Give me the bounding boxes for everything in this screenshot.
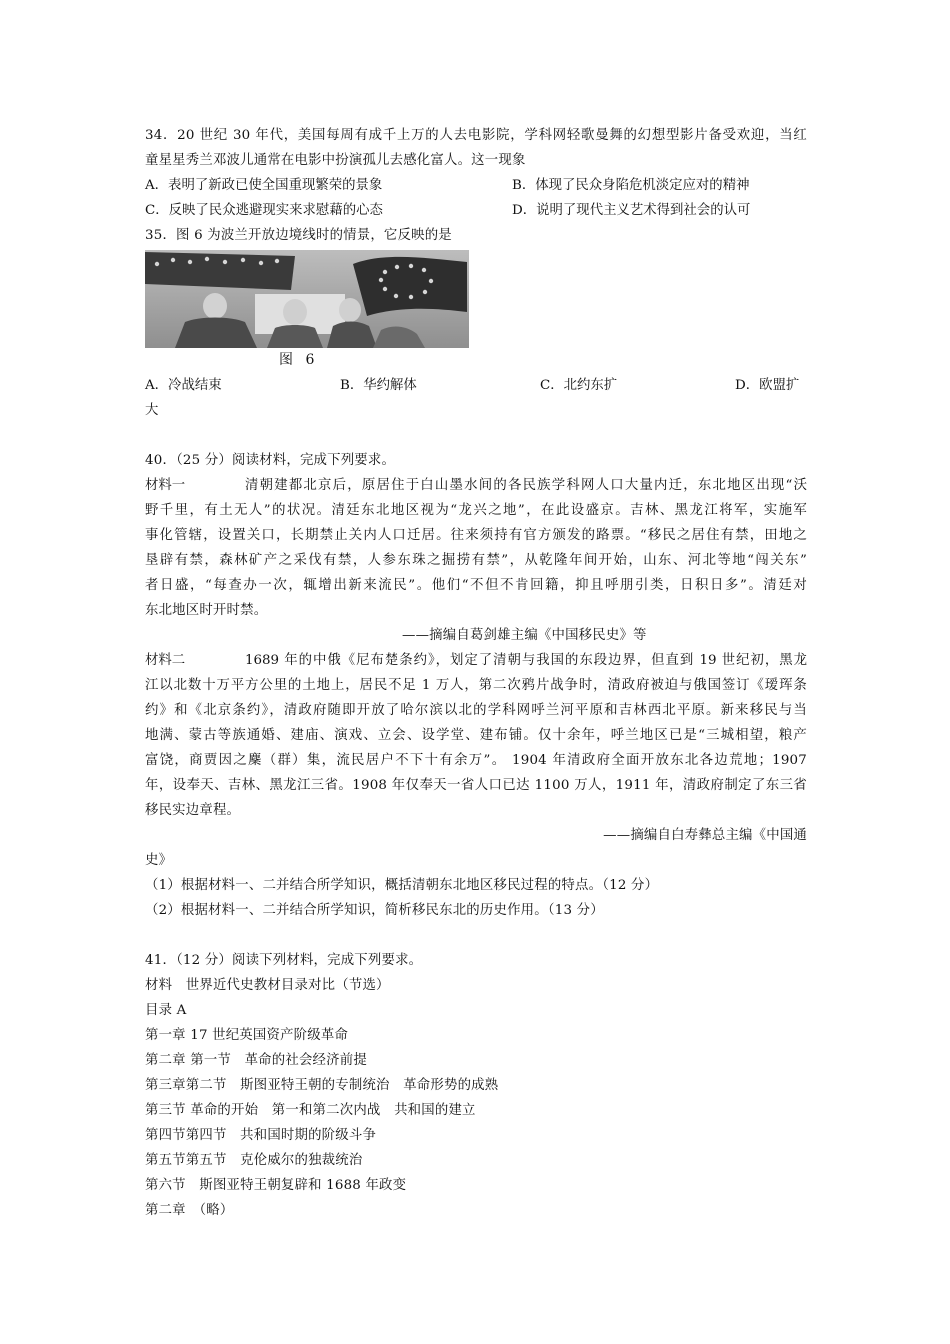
q40-material-2-line-1 <box>145 652 807 670</box>
figure-6-photo <box>145 250 469 348</box>
figure-6-caption: 图 6 <box>279 352 319 368</box>
q41-title: 41．（12 分）阅读下列材料，完成下列要求。 <box>145 953 423 968</box>
q40-material-2-label: 材料二 <box>145 653 186 668</box>
q41-toc-title: 目录 A <box>145 1003 187 1018</box>
q40-material-1-text-5: 者日盛，“每查办一次，辄增出新来流民”。他们“不但不肯回籍，抑且呼朋引类，日积日多”。清廷对 <box>145 578 807 593</box>
q41-toc-item: 第二章 第一节 革命的社会经济前提 <box>145 1053 367 1068</box>
q40-material-2-source: ——摘编自白寿彝总主编《中国通 <box>603 828 807 843</box>
q34-option-a: A．表明了新政已使全国重现繁荣的景象 <box>145 178 383 193</box>
q41-toc-item: 第六节 斯图亚特王朝复辟和 1688 年政变 <box>145 1178 407 1193</box>
q40-material-1-source: ——摘编自葛剑雄主编《中国移民史》等 <box>402 628 647 643</box>
q40-material-1-text-2: 野千里，有土无人”的状况。清廷东北地区视为“龙兴之地”，在此设盛京。吉林、黑龙江将军，实施军 <box>145 503 807 518</box>
q40-material-2-source-wrap: 史》 <box>145 853 173 868</box>
q41-toc-item: 第五节第五节 克伦威尔的独裁统治 <box>145 1153 363 1168</box>
q35-stem: 35．图 6 为波兰开放边境线时的情景，它反映的是 <box>145 228 452 243</box>
q35-option-c: C．北约东扩 <box>540 378 618 393</box>
q40-material-1-text-3: 事化管辖，设置关口，长期禁止关内人口迁居。往来须持有官方颁发的路票。“移民之居住有禁，田地之 <box>145 528 807 543</box>
q34-stem-line-1: 34．20 世纪 30 年代，美国每周有成千上万的人去电影院，学科网轻歌曼舞的幻想型影片备受欢迎，当红 <box>145 128 807 143</box>
q40-material-2-text-3: 约》和《北京条约》，清政府随即开放了哈尔滨以北的学科网呼兰河平原和吉林西北平原。新来移民与当 <box>145 703 807 718</box>
q40-material-2-text-4: 地满、蒙古等族通婚、建庙、演戏、立会、设学堂、建布铺。仅十余年，呼兰地区已是“三城相望，粮产 <box>145 728 807 743</box>
q40-material-2-text-7: 移民实边章程。 <box>145 803 241 818</box>
q41-toc-item: 第一章 17 世纪英国资产阶级革命 <box>145 1028 349 1043</box>
q40-material-1-line-1 <box>145 477 807 495</box>
q34-options-row-2 <box>145 202 807 220</box>
q40-material-1-text-1: 清朝建都北京后，原居住于白山墨水间的各民族学科网人口大量内迁，东北地区出现“沃 <box>245 478 807 493</box>
q41-toc-item: 第三节 革命的开始 第一和第二次内战 共和国的建立 <box>145 1103 476 1118</box>
q35-option-a: A．冷战结束 <box>145 378 222 393</box>
q40-material-1-text-6: 东北地区时开时禁。 <box>145 603 268 618</box>
q40-material-2-text-1: 1689 年的中俄《尼布楚条约》，划定了清朝与我国的东段边界，但直到 19 世纪初，黑龙 <box>245 653 807 668</box>
q41-toc-item: 第二章 （略） <box>145 1203 234 1218</box>
q40-subquestion-1: （1）根据材料一、二并结合所学知识，概括清朝东北地区移民过程的特点。（12 分） <box>145 878 659 893</box>
q35-option-b: B．华约解体 <box>340 378 417 393</box>
q35-option-d: D．欧盟扩 <box>735 378 800 393</box>
q41-toc-item: 第四节第四节 共和国时期的阶级斗争 <box>145 1128 377 1143</box>
q40-title: 40．（25 分）阅读材料，完成下列要求。 <box>145 453 396 468</box>
q40-material-2-text-2: 江以北数十万平方公里的土地上，居民不足 1 万人，第二次鸦片战争时，清政府被迫与俄国签订《瑷珲条 <box>145 678 807 693</box>
q40-material-2-text-5: 富饶，商贾因之麇（群）集，流民居户不下十有余万”。 1904 年清政府全面开放东北各边荒地；1907 <box>145 753 807 768</box>
q41-material: 材料 世界近代史教材目录对比（节选） <box>145 978 390 993</box>
q34-option-d: D．说明了现代主义艺术得到社会的认可 <box>512 203 751 218</box>
q34-option-b: B．体现了民众身陷危机淡定应对的精神 <box>512 178 750 193</box>
q34-stem-line-2: 童星星秀兰邓波儿通常在电影中扮演孤儿去感化富人。这一现象 <box>145 153 526 168</box>
q41-toc-item: 第三章第二节 斯图亚特王朝的专制统治 革命形势的成熟 <box>145 1078 499 1093</box>
q34-options-row-1 <box>145 177 807 195</box>
left-flag <box>145 252 295 290</box>
q40-material-1-label: 材料一 <box>145 478 186 493</box>
border-opening-photo-image <box>145 250 469 348</box>
q35-options-row <box>145 377 807 395</box>
q40-subquestion-2: （2）根据材料一、二并结合所学知识，简析移民东北的历史作用。（13 分） <box>145 903 604 918</box>
q34-option-c: C．反映了民众逃避现实来求慰藉的心态 <box>145 203 383 218</box>
q40-material-1-text-4: 垦辟有禁，森林矿产之采伐有禁，人参东珠之掘捞有禁”，从乾隆年间开始，山东、河北等地“闯关东” <box>145 553 807 568</box>
q40-material-2-text-6: 年，设奉天、吉林、黑龙江三省。1908 年仅奉天一省人口已达 1100 万人，1911 年，清政府制定了东三省 <box>145 778 807 793</box>
q35-option-d-wrap: 大 <box>145 403 159 418</box>
